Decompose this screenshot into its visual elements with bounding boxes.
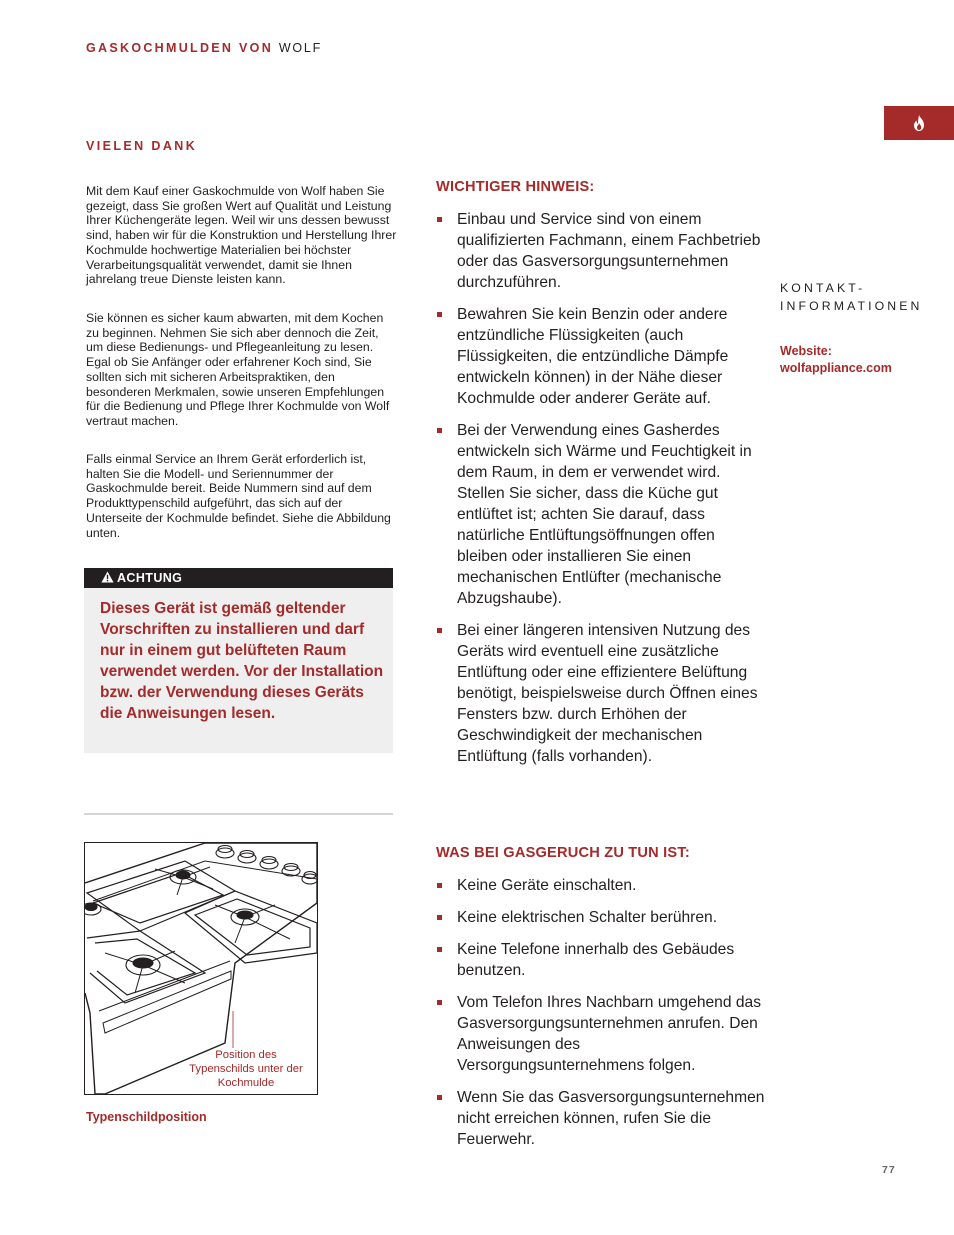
intro-paragraph-1: Mit dem Kauf einer Gaskochmulde von Wolf haben Sie gezeigt, dass Sie großen Wert auf Qualität und Leistung Ihrer Küchengeräte legen. Weil wir uns dessen bewusst sind, haben wir für die Konstruktion und Herstellung Ihrer Kochmulde hochwertige Materialien bei höchster Verarbeitungsqualität verwendet, damit sie Ihnen jahrelang treue Dienste leisten kann.	[86, 184, 397, 287]
list-item: Vom Telefon Ihres Nachbarn umgehend das Gasversorgungsunternehmen anrufen. Den Anweisungen des Versorgungsunternehmens folgen.	[436, 992, 766, 1076]
flame-icon	[913, 115, 925, 131]
nameplate-callout: Position des Typenschilds unter der Kochmulde	[189, 1049, 303, 1089]
header-brand-name: WOLF	[278, 41, 323, 55]
warning-text: Dieses Gerät ist gemäß geltender Vorschriften zu installieren und darf nur in einem gut belüfteten Raum verwendet werden. Vor der Installation bzw. der Verwendung dieses Geräts die Anweisungen lesen.	[100, 600, 384, 722]
intro-paragraph-3: Falls einmal Service an Ihrem Gerät erforderlich ist, halten Sie die Modell- und Seriennummer der Gaskochmulde bereit. Beide Nummern sind auf dem Produkttypenschild aufgeführt, das sich auf der Unterseite der Kochmulde befindet. Siehe die Abbildung unten.	[86, 452, 391, 540]
divider	[84, 813, 393, 815]
warning-icon	[101, 571, 114, 583]
warning-header	[84, 568, 393, 588]
list-item: Bei einer längeren intensiven Nutzung des Geräts wird eventuell eine zusätzliche Entlüftung oder eine effizientere Belüftung benötigt, beispielsweise durch Öffnen eines Fensters bzw. durch Erhöhen der Geschwindigkeit der mechanischen Entlüftung (falls vorhanden).	[436, 620, 766, 767]
contact-heading-line2: INFORMATIONEN	[780, 299, 923, 313]
list-item: Wenn Sie das Gasversorgungsunternehmen nicht erreichen können, rufen Sie die Feuerwehr.	[436, 1087, 766, 1150]
contact-heading	[780, 279, 923, 315]
list-item: Bei der Verwendung eines Gasherdes entwickeln sich Wärme und Feuchtigkeit in dem Raum, in dem er verwendet wird. Stellen Sie sicher, dass die Küche gut entlüftet ist; achten Sie darauf, dass natürliche Entlüftungsöffnungen offen bleiben oder installieren Sie einen mechanischen Entlüfter (mechanische Abzugshaube).	[436, 420, 766, 609]
page-number: 77	[882, 1164, 896, 1176]
section-title: VIELEN DANK	[86, 139, 198, 153]
list-item: Einbau und Service sind von einem qualifizierten Fachmann, einem Fachbetrieb oder das Gasversorgungsunternehmen durchzuführen.	[436, 209, 766, 293]
contact-heading-line1: KONTAKT-	[780, 281, 866, 295]
section-tab	[884, 106, 954, 140]
gas-smell-list	[436, 875, 766, 1150]
list-item: Keine Geräte einschalten.	[436, 875, 766, 896]
running-header	[86, 41, 322, 55]
important-heading: WICHTIGER HINWEIS:	[436, 179, 595, 195]
list-item: Keine elektrischen Schalter berühren.	[436, 907, 766, 928]
list-item: Keine Telefone innerhalb des Gebäudes benutzen.	[436, 939, 766, 981]
website-label: Website:	[780, 344, 832, 358]
list-item: Bewahren Sie kein Benzin oder andere entzündliche Flüssigkeiten (auch Flüssigkeiten, die entzündliche Dämpfe entwickeln können) in der Nähe dieser Kochmulde oder anderer Geräte auf.	[436, 304, 766, 409]
header-brand: GASKOCHMULDEN VON	[86, 41, 274, 55]
website-link[interactable]: wolfappliance.com	[780, 361, 892, 375]
important-list	[436, 209, 766, 767]
figure-caption: Typenschildposition	[86, 1110, 207, 1124]
warning-label: ACHTUNG	[117, 571, 183, 585]
gas-smell-heading: WAS BEI GASGERUCH ZU TUN IST:	[436, 845, 690, 861]
intro-paragraph-2: Sie können es sicher kaum abwarten, mit dem Kochen zu beginnen. Nehmen Sie sich aber dennoch die Zeit, um diese Bedienungs- und Pflegeanleitung zu lesen. Egal ob Sie Anfänger oder erfahrener Koch sind, Sie sollten sich mit sicheren Arbeitspraktiken, den besonderen Merkmalen, sowie unseren Empfehlungen für die Bedienung und Pflege Ihrer Kochmulde von Wolf vertraut machen.	[86, 311, 390, 428]
